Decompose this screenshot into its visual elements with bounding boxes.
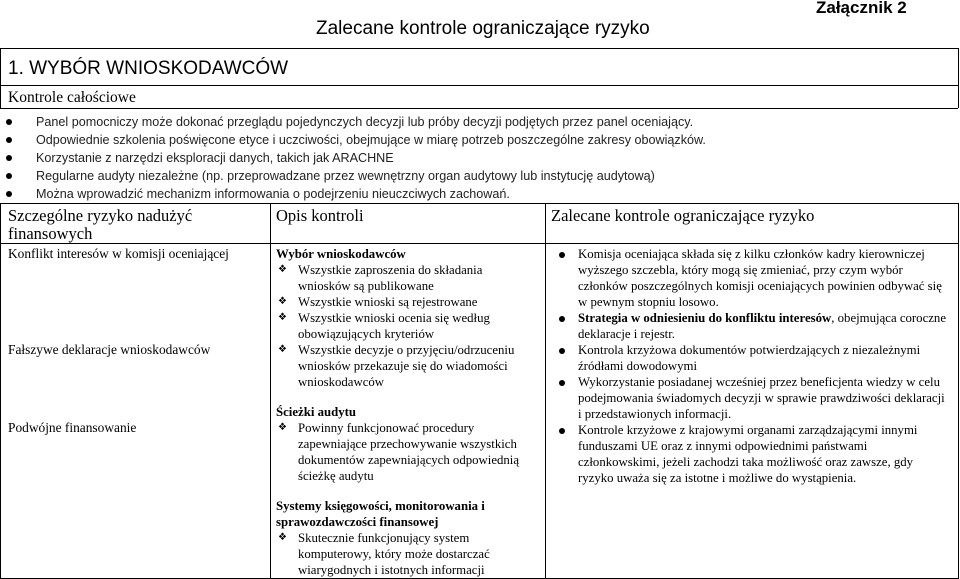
annex-label: Załącznik 2 xyxy=(816,0,907,17)
list-item: ❖ Skutecznie funkcjonujący system komputerowy, który może dostarczać wiarygodnych i istotnych informacji xyxy=(276,530,538,578)
document-title: Zalecane kontrole ograniczające ryzyko xyxy=(316,18,650,39)
general-controls-list xyxy=(36,113,706,203)
section-heading: 1. WYBÓR WNIOSKODAWCÓW xyxy=(8,58,289,79)
list-item: Panel pomocniczy może dokonać przeglądu pojedynczych decyzji lub próby decyzji podjętych przez panel oceniający. xyxy=(36,113,706,131)
recommended-controls xyxy=(545,246,950,486)
table-border xyxy=(0,203,1,579)
table-border-top xyxy=(0,48,958,49)
control-group-title: Wybór wnioskodawców xyxy=(276,247,406,261)
bold-term: Strategia w odniesieniu do konfliktu interesów xyxy=(578,311,832,325)
list-item: ❖ Wszystkie decyzje o przyjęciu/odrzuceniu wniosków przekazuje się do wiadomości wnioskodawców xyxy=(276,342,538,390)
list-item: ❖ Wszystkie zaproszenia do składania wniosków są publikowane xyxy=(276,262,538,294)
table-border xyxy=(0,85,958,86)
control-column-header: Opis kontroli xyxy=(276,206,364,225)
list-item: ❖ Wszystkie wnioski ocenia się według obowiązujących kryteriów xyxy=(276,310,538,342)
list-item: Kontrola krzyżowa dokumentów potwierdzających z niezależnymi źródłami dowodowymi xyxy=(545,342,950,374)
list-item: Wykorzystanie posiadanej wcześniej przez beneficjenta wiedzy w celu podejmowania świadomych decyzji w sprawie prawdziwości deklaracji i przedstawionych informacji. xyxy=(545,374,950,422)
list-item: ❖ Powinny funkcjonować procedury zapewniające przechowywanie wszystkich dokumentów zapewniających odpowiednią ścieżkę audytu xyxy=(276,420,538,484)
table-border xyxy=(0,243,958,244)
table-border xyxy=(270,203,271,579)
control-group-title: Systemy księgowości, monitorowania i sprawozdawczości finansowej xyxy=(276,499,485,529)
control-description xyxy=(276,246,538,578)
list-item: Regularne audyty niezależne (np. przeprowadzane przez wewnętrzny organ audytowy lub instytucję audytową) xyxy=(36,167,706,185)
subheading: Kontrole całościowe xyxy=(8,89,136,106)
risk-column-header: Szczególne ryzyko nadużyć finansowych xyxy=(8,206,193,243)
item-text: , obejmująca coroczne deklaracje i rejestr. xyxy=(578,311,947,341)
list-item: Komisja oceniająca składa się z kilku członków kadry kierowniczej wyższego szczebla, który mogą się zmieniać, przy czym wybór członków poszczególnych komisji oceniających powinien odbywać się w pewnym stopniu losowo. xyxy=(545,246,950,310)
table-border xyxy=(0,203,958,204)
list-item: ❖ Wszystkie wnioski są rejestrowane xyxy=(276,294,538,310)
recommended-column-header: Zalecane kontrole ograniczające ryzyko xyxy=(551,206,815,225)
control-group-title: Ścieżki audytu xyxy=(276,405,356,419)
table-border xyxy=(958,203,959,579)
table-border xyxy=(0,108,958,109)
table-border xyxy=(958,48,959,108)
list-item xyxy=(545,310,950,342)
table-border xyxy=(0,48,1,108)
list-item: Odpowiednie szkolenia poświęcone etyce i uczciwości, obejmujące w miarę potrzeb poszczególne zakresy obowiązków. xyxy=(36,133,706,147)
list-item: Można wprowadzić mechanizm informowania o podejrzeniu nieuczciwych zachowań. xyxy=(36,185,706,203)
list-item: Kontrole krzyżowe z krajowymi organami zarządzającymi innymi funduszami UE oraz z innymi odpowiednimi państwami członkowskimi, jeżeli zachodzi taka możliwość oraz zawsze, gdy ryzyko uważa się za istotne i możliwe do wystąpienia. xyxy=(545,422,950,486)
list-item: Korzystanie z narzędzi eksploracji danych, takich jak ARACHNE xyxy=(36,149,706,167)
risk-cell: Podwójne finansowanie xyxy=(8,420,137,435)
risk-cell: Konflikt interesów w komisji oceniającej xyxy=(8,246,229,261)
risk-cell: Fałszywe deklaracje wnioskodawców xyxy=(8,342,211,357)
